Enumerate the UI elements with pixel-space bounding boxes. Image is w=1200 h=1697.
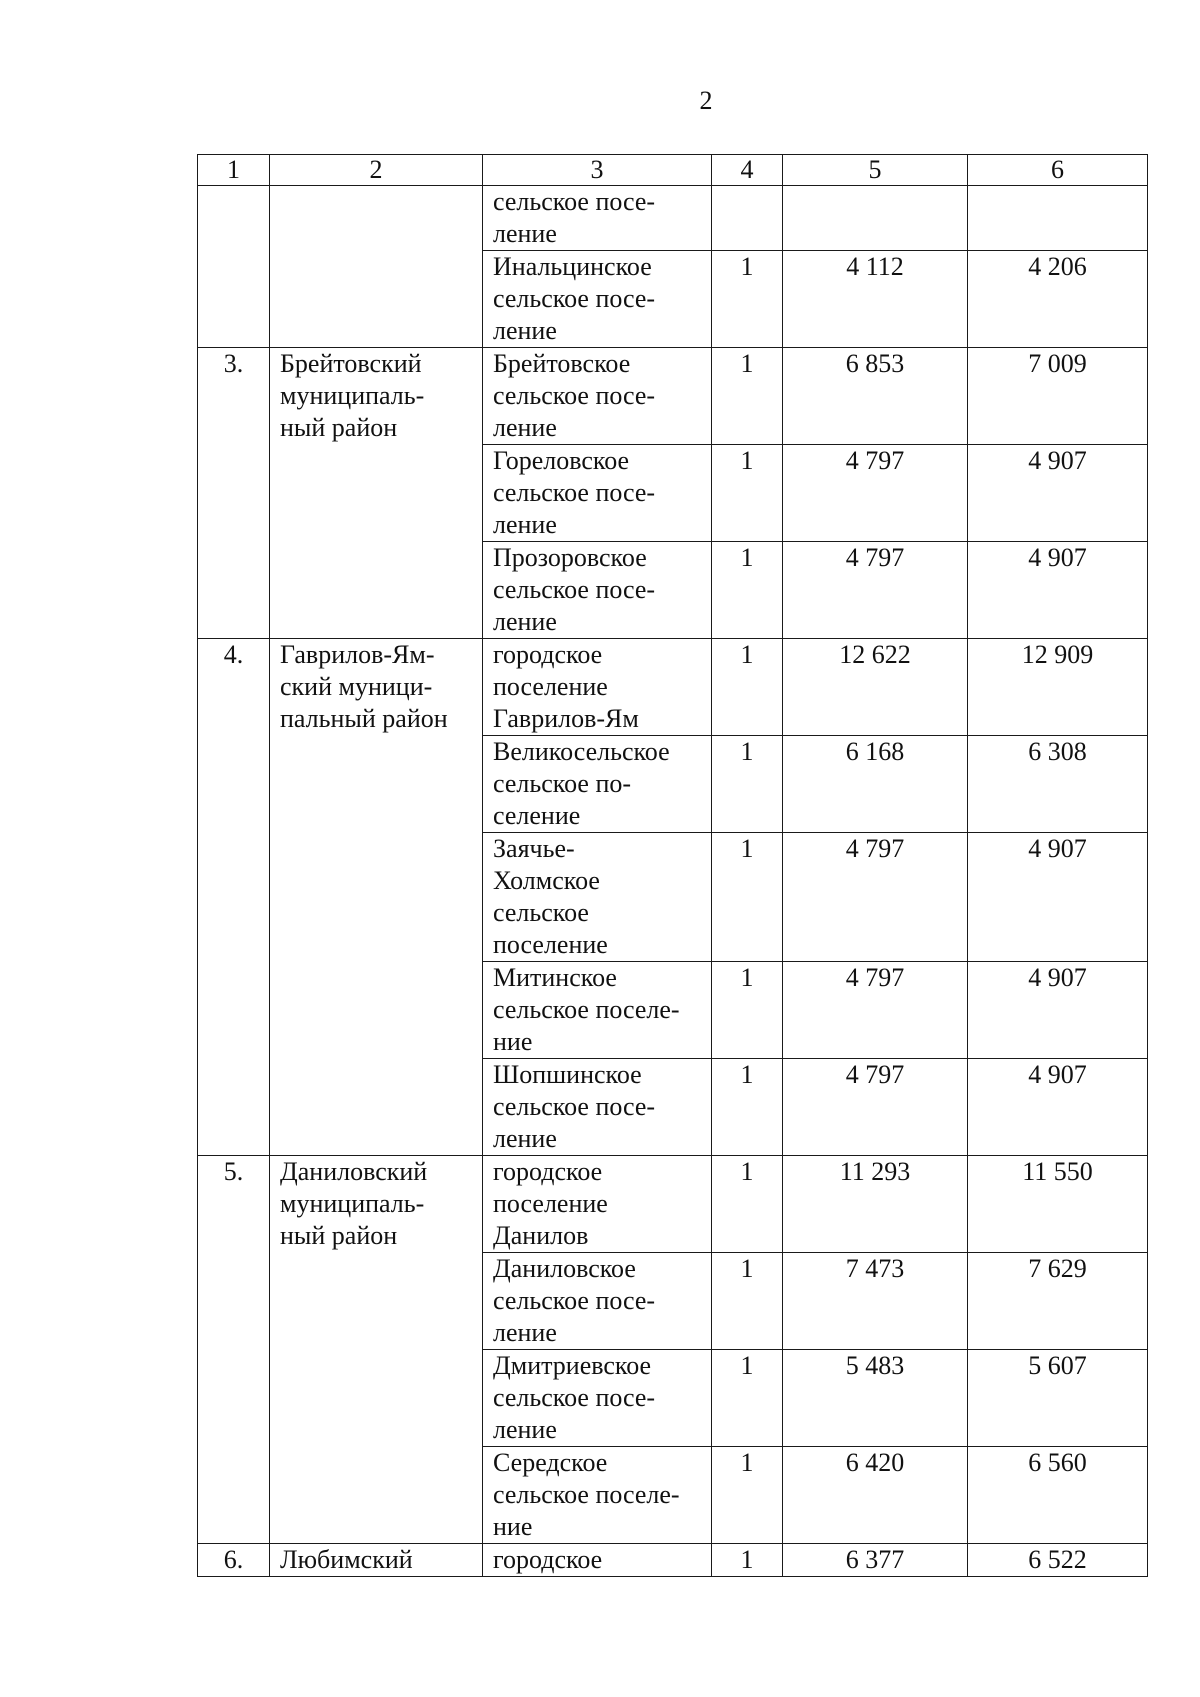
value-6-cell: [968, 186, 1148, 251]
count-cell: 1: [712, 833, 783, 962]
settlement-cell: городское поселение Гаврилов-Ям: [483, 639, 712, 736]
count-cell: 1: [712, 1350, 783, 1447]
row-number-cell: 6.: [198, 1544, 270, 1577]
value-5-cell: 12 622: [783, 639, 968, 736]
header-cell: 5: [783, 155, 968, 186]
settlement-cell: Шопшинское сельское посе- ление: [483, 1059, 712, 1156]
count-cell: 1: [712, 1059, 783, 1156]
value-6-cell: 4 907: [968, 542, 1148, 639]
settlement-cell: сельское посе- ление: [483, 186, 712, 251]
row-number-cell: 4.: [198, 639, 270, 1156]
count-cell: 1: [712, 445, 783, 542]
header-cell: 2: [270, 155, 483, 186]
settlement-cell: Брейтовское сельское посе- ление: [483, 348, 712, 445]
value-5-cell: 11 293: [783, 1156, 968, 1253]
settlement-cell: городское: [483, 1544, 712, 1577]
header-cell: 1: [198, 155, 270, 186]
district-cell: Брейтовский муниципаль- ный район: [270, 348, 483, 639]
header-row: [198, 155, 1148, 186]
count-cell: 1: [712, 251, 783, 348]
count-cell: 1: [712, 1156, 783, 1253]
value-5-cell: 7 473: [783, 1253, 968, 1350]
value-6-cell: 12 909: [968, 639, 1148, 736]
value-5-cell: 4 797: [783, 962, 968, 1059]
count-cell: 1: [712, 1544, 783, 1577]
value-6-cell: 4 907: [968, 833, 1148, 962]
page-number: 2: [699, 86, 713, 115]
value-6-cell: 4 907: [968, 962, 1148, 1059]
settlement-cell: Гореловское сельское посе- ление: [483, 445, 712, 542]
value-6-cell: 5 607: [968, 1350, 1148, 1447]
value-6-cell: 11 550: [968, 1156, 1148, 1253]
settlement-cell: Прозоровское сельское посе- ление: [483, 542, 712, 639]
table-row: [198, 348, 1148, 445]
count-cell: 1: [712, 1447, 783, 1544]
value-5-cell: 5 483: [783, 1350, 968, 1447]
value-5-cell: 4 797: [783, 445, 968, 542]
district-cell: [270, 186, 483, 348]
header-cell: 4: [712, 155, 783, 186]
settlements-table: [197, 154, 1148, 1577]
table-row: [198, 1544, 1148, 1577]
settlement-cell: Митинское сельское поселе- ние: [483, 962, 712, 1059]
settlement-cell: городское поселение Данилов: [483, 1156, 712, 1253]
settlement-cell: Инальцинское сельское посе- ление: [483, 251, 712, 348]
row-number-cell: 3.: [198, 348, 270, 639]
value-5-cell: 4 797: [783, 1059, 968, 1156]
value-6-cell: 7 629: [968, 1253, 1148, 1350]
count-cell: 1: [712, 1253, 783, 1350]
settlement-cell: Заячье- Холмское сельское поселение: [483, 833, 712, 962]
value-6-cell: 7 009: [968, 348, 1148, 445]
value-5-cell: 4 797: [783, 542, 968, 639]
district-cell: Гаврилов-Ям- ский муници- пальный район: [270, 639, 483, 1156]
value-5-cell: 6 168: [783, 736, 968, 833]
settlement-cell: Даниловское сельское посе- ление: [483, 1253, 712, 1350]
value-5-cell: 6 420: [783, 1447, 968, 1544]
value-6-cell: 4 206: [968, 251, 1148, 348]
district-cell: Даниловский муниципаль- ный район: [270, 1156, 483, 1544]
district-cell: Любимский: [270, 1544, 483, 1577]
value-6-cell: 6 522: [968, 1544, 1148, 1577]
count-cell: 1: [712, 348, 783, 445]
header-cell: 3: [483, 155, 712, 186]
value-5-cell: 6 377: [783, 1544, 968, 1577]
count-cell: 1: [712, 542, 783, 639]
settlement-cell: Дмитриевское сельское посе- ление: [483, 1350, 712, 1447]
row-number-cell: [198, 186, 270, 348]
settlement-cell: Середское сельское поселе- ние: [483, 1447, 712, 1544]
value-5-cell: 4 797: [783, 833, 968, 962]
value-5-cell: [783, 186, 968, 251]
count-cell: 1: [712, 736, 783, 833]
value-6-cell: 6 308: [968, 736, 1148, 833]
row-number-cell: 5.: [198, 1156, 270, 1544]
table-row: [198, 639, 1148, 736]
value-5-cell: 6 853: [783, 348, 968, 445]
value-6-cell: 6 560: [968, 1447, 1148, 1544]
count-cell: 1: [712, 639, 783, 736]
value-5-cell: 4 112: [783, 251, 968, 348]
table-row: [198, 1156, 1148, 1253]
header-cell: 6: [968, 155, 1148, 186]
count-cell: [712, 186, 783, 251]
settlement-cell: Великосельское сельское по- селение: [483, 736, 712, 833]
value-6-cell: 4 907: [968, 1059, 1148, 1156]
table-row: [198, 186, 1148, 251]
count-cell: 1: [712, 962, 783, 1059]
value-6-cell: 4 907: [968, 445, 1148, 542]
